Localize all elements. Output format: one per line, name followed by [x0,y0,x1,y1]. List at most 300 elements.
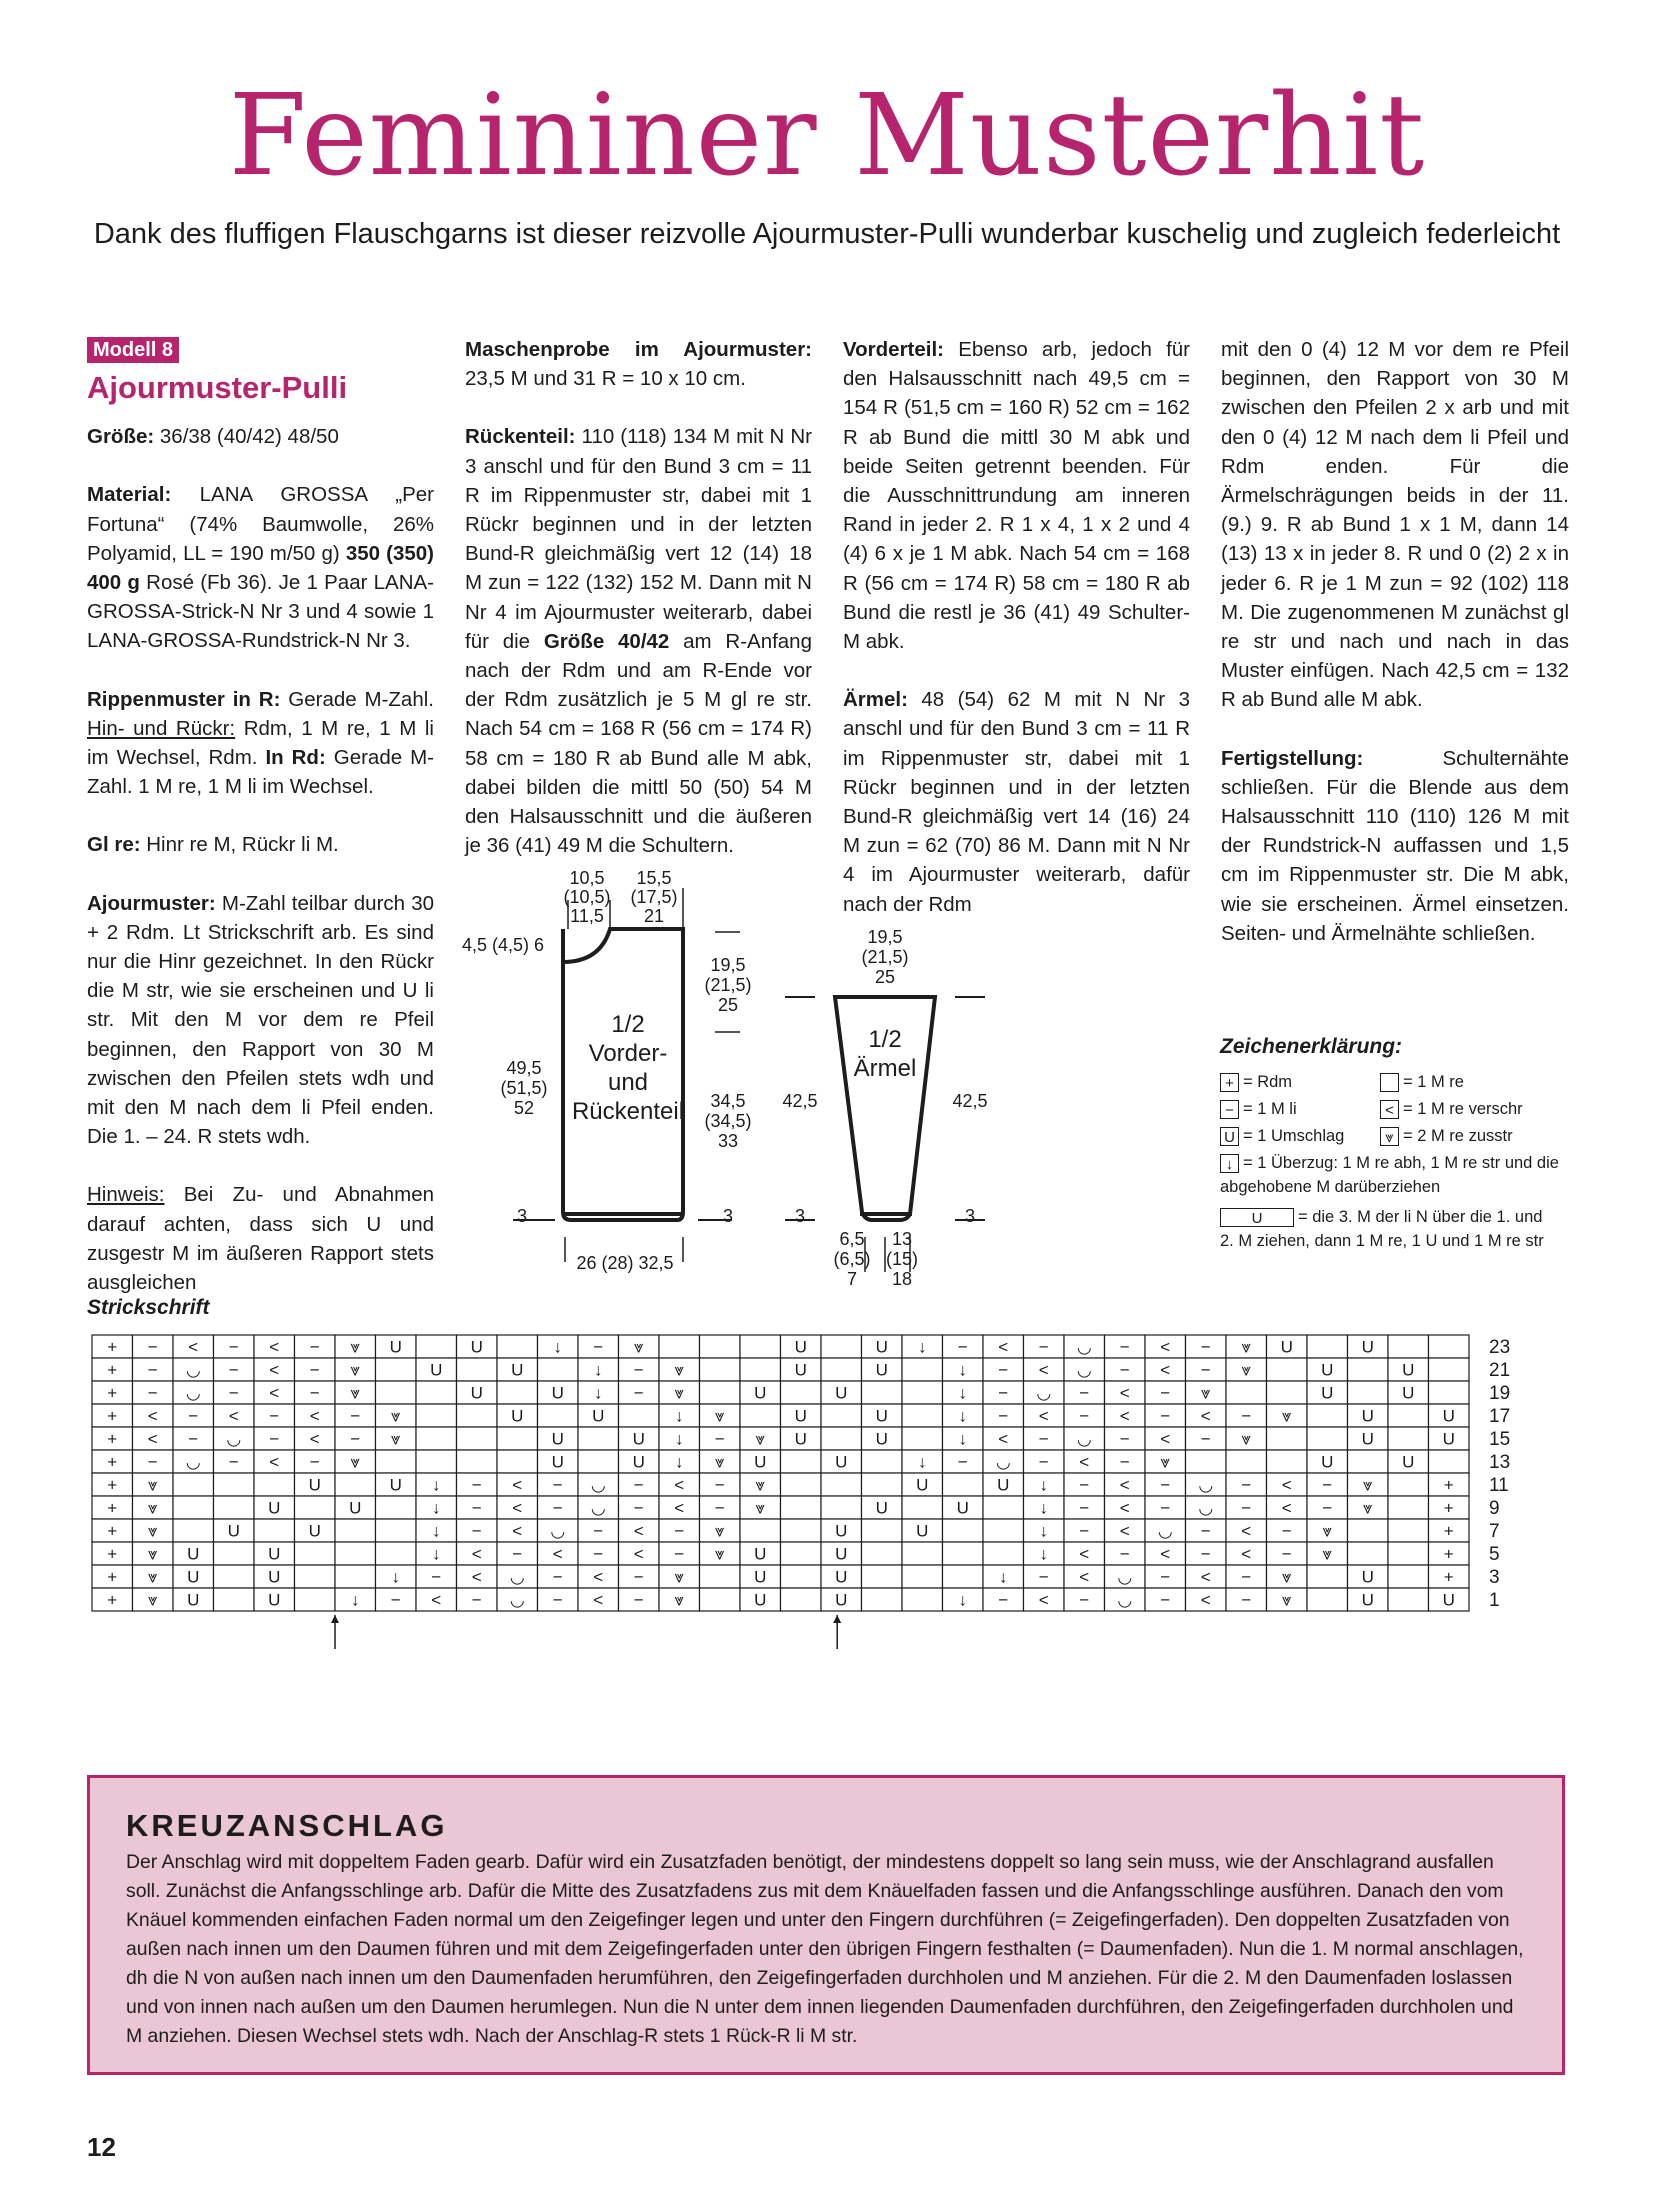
chart-row-label: 11 [1489,1475,1509,1496]
chart-cell [1267,1450,1308,1473]
sleeve-rib-left: 3 [794,1206,806,1226]
chart-symbol: + [1443,1567,1454,1587]
chart-symbol: − [512,1544,523,1564]
chart-symbol: < [309,1406,320,1426]
chart-title: Strickschrift [87,1296,210,1319]
chart-cell [1388,1427,1429,1450]
chart-symbol: < [1038,1360,1049,1380]
chart-symbol: U [187,1590,200,1610]
chart-symbol: ⩔ [755,1498,766,1518]
info-box-text: Der Anschlag wird mit doppeltem Faden gearb. Dafür wird ein Zusatzfaden benötigt, der mindestens doppelt so lang sein muss, wie der Anschlagrand ausfallen soll. Zunächst die Anfangsschlinge arb. Dafür die Mitte des Zusatzfadens zus mit dem Knäuelfaden fassen und die Anfangsschlinge ausführen. Danach den vom Knäuel kommenden einfachen Faden normal um den Zeigefinger legen und unter den Fingern durchführen (= Zeigefingerfaden). Den doppelten Zusatzfaden von außen nach innen um den Daumen führen und mit dem Zeigefingerfaden unter den übrigen Fingern festhalten (= Daumenfaden). Nun die 1. M normal anschlagen, dh die N von außen nach innen um den Daumenfaden herumführen, den Zeigefingerfaden durchholen und M anziehen. Für die 2. M den Daumenfaden loslassen und von innen nach außen um den Daumen herumlegen. Nun die N unter dem innen liegenden Daumenfaden durchführen, den Zeigefingerfaden durchholen und M anziehen. Diesen Wechsel stets wdh. Nach der Anschlag-R stets 1 Rück-R li M str. [126,1851,1524,2047]
chart-cell [457,1427,498,1450]
chart-row-label: 19 [1489,1383,1511,1404]
chart-symbol: − [1119,1360,1130,1380]
chart-cell [659,1335,700,1358]
rib-text-2: Rdm, 1 M re, 1 M li im Wechsel, Rdm. [87,716,434,770]
front-height-2: (51,5) [500,1078,548,1098]
chart-symbol: < [1241,1544,1252,1564]
chart-symbol: U [551,1383,564,1403]
chart-symbol: − [1160,1383,1171,1403]
chart-symbol: ↓ [918,1452,927,1472]
legend-item: − = 1 M li [1220,1097,1297,1121]
chart-symbol: − [1079,1383,1090,1403]
chart-symbol: − [998,1360,1009,1380]
chart-symbol: < [1160,1360,1171,1380]
chart-cell [1388,1496,1429,1519]
ajour-paragraph [87,889,434,1152]
chart-symbol: < [269,1337,280,1357]
chart-cell [214,1565,255,1588]
chart-cell [862,1565,903,1588]
chart-symbol: − [471,1475,482,1495]
chart-symbol: U [754,1590,767,1610]
chart-cell [376,1496,417,1519]
rib-right: 3 [722,1206,734,1226]
chart-cell [983,1542,1024,1565]
chart-cell [497,1335,538,1358]
body-label-2: Vorder- [588,1040,668,1067]
legend-item: + = Rdm [1220,1070,1292,1094]
chart-symbol: ⩔ [390,1406,401,1426]
chart-symbol: U [511,1406,524,1426]
rib-paragraph [87,685,434,802]
sleeve-text: 48 (54) 62 M mit N Nr 3 anschl und für den Bund 3 cm = 11 R im Rippenmuster str, dabei mit 1 Rückr beginnen und in der letzten Bund-R gleichmäßig vert 14 (16) 24 M zun = 62 (70) 86 M. Dann mit N Nr 4 im Ajourmuster weiterarb, dafür nach der Rdm [843,688,1190,916]
info-box [87,1775,1565,2075]
chart-symbol: U [794,1337,807,1357]
chart-cell [1307,1565,1348,1588]
chart-symbol: ⩔ [674,1567,685,1587]
chart-symbol: < [998,1429,1009,1449]
chart-symbol: − [552,1590,563,1610]
chart-symbol: − [1119,1429,1130,1449]
chart-symbol: ◡ [1198,1475,1214,1495]
chart-cell [1267,1427,1308,1450]
chart-symbol: ◡ [1036,1383,1052,1403]
chart-symbol: + [107,1406,118,1426]
chart-symbol: − [431,1567,442,1587]
chart-cell [902,1427,943,1450]
legend-item: ⩔ = 2 M re zusstr [1380,1124,1513,1148]
front-text: Ebenso arb, jedoch für den Halsausschnitt nach 49,5 cm = 154 R (51,5 cm = 160 R) 52 cm = 162 R ab Bund die mittl 30 M abk und beide Seiten getrennt beenden. Für die Ausschnittrundung am inneren Rand in jeder 2. R 1 x 4, 1 x 2 und 4 (4) 6 x je 1 M abk. Nach 54 cm = 168 R (56 cm = 174 R) 58 cm = 180 R ab Bund die restl je 36 (41) 49 Schulter-M abk. [843,338,1190,654]
chart-symbol: U [875,1429,888,1449]
page-subtitle: Dank des fluffigen Flauschgarns ist dieser reizvolle Ajourmuster-Pulli wunderbar kuschelig und zugleich federleicht [93,218,1561,250]
material-text: LANA GROSSA „Per Fortuna“ (74% Baumwolle, 26% Polyamid, LL = 190 m/50 g) [87,483,434,565]
chart-symbol: U [1442,1429,1455,1449]
chart-symbol: ⩔ [755,1475,766,1495]
chart-symbol: − [147,1337,158,1357]
chart-cell [781,1542,822,1565]
chart-row-label: 3 [1489,1567,1500,1588]
symbol-yarnover-icon: U [1220,1127,1239,1146]
chart-cell [1388,1335,1429,1358]
chart-symbol: U [835,1590,848,1610]
chart-cell [902,1404,943,1427]
chart-symbol: U [754,1544,767,1564]
chart-symbol: U [956,1498,969,1518]
chart-symbol: < [269,1452,280,1472]
chart-cell [1429,1450,1470,1473]
chart-symbol: − [1281,1521,1292,1541]
chart-symbol: − [350,1406,361,1426]
chart-symbol: − [269,1406,280,1426]
chart-symbol: − [552,1475,563,1495]
chart-cell [1348,1519,1389,1542]
chart-symbol: < [269,1383,280,1403]
chart-symbol: < [1160,1544,1171,1564]
chart-symbol: − [1160,1567,1171,1587]
chart-cell [214,1496,255,1519]
chart-cell [902,1542,943,1565]
hint-text: Bei Zu- und Abnahmen darauf achten, dass sich U und zusgestr M im äußeren Rapport stets ausgleichen [87,1183,434,1295]
chart-symbol: − [1119,1452,1130,1472]
chart-symbol: U [308,1475,321,1495]
schematic-diagram [460,862,1195,1300]
chart-symbol: − [1241,1498,1252,1518]
chart-symbol: − [957,1452,968,1472]
legend-title: Zeichenerklärung: [1220,1035,1403,1058]
material-label: Material: [87,483,172,507]
chart-symbol: U [227,1521,240,1541]
chart-symbol: ↓ [958,1360,967,1380]
rib-text: Gerade M-Zahl. [280,687,434,711]
chart-symbol: ↓ [1039,1544,1048,1564]
page-number: 12 [87,2132,116,2162]
chart-symbol: ◡ [509,1567,525,1587]
repeat-arrow-head [331,1615,339,1623]
symbol-purl-icon: − [1220,1100,1239,1119]
chart-symbol: ↓ [958,1383,967,1403]
rib-underline: Hin- und Rückr: [87,716,236,740]
chart-cell [335,1565,376,1588]
chart-symbol: U [1321,1360,1334,1380]
chart-cell [295,1542,336,1565]
chart-symbol: U [835,1544,848,1564]
chart-cell [416,1404,457,1427]
finish-paragraph [1221,744,1569,948]
column-4 [1221,335,1569,977]
chart-cell [781,1519,822,1542]
chart-symbol: ⩔ [350,1360,361,1380]
symbol-twisted-icon: < [1380,1100,1399,1119]
chart-symbol: U [308,1521,321,1541]
chart-symbol: U [1402,1383,1415,1403]
chart-symbol: ⩔ [1241,1429,1252,1449]
chart-symbol: ⩔ [1281,1567,1292,1587]
chart-symbol: ⩔ [147,1544,158,1564]
chart-cell [376,1542,417,1565]
chart-symbol: ↓ [432,1544,441,1564]
chart-cell [902,1358,943,1381]
chart-cell [740,1404,781,1427]
chart-symbol: − [228,1452,239,1472]
chart-symbol: U [551,1429,564,1449]
sleeve-length-left: 42,5 [782,1091,818,1111]
chart-cell [173,1496,214,1519]
chart-symbol: U [470,1383,483,1403]
chart-symbol: − [633,1360,644,1380]
chart-symbol: − [188,1429,199,1449]
chart-symbol: − [1038,1567,1049,1587]
chart-cell [457,1358,498,1381]
chart-symbol: U [430,1360,443,1380]
chart-symbol: ⩔ [1241,1337,1252,1357]
page-title: Femininer Musterhit [228,71,1426,201]
material-amount: 350 (350) 400 g [87,541,435,595]
rib-left: 3 [516,1206,528,1226]
finish-label: Fertigstellung: [1221,746,1364,770]
chart-symbol: − [309,1452,320,1472]
chart-symbol: < [1119,1498,1130,1518]
chart-cell [416,1335,457,1358]
chart-symbol: ↓ [675,1452,684,1472]
neck-b-1: 15,5 [636,868,672,888]
chart-symbol: − [1079,1406,1090,1426]
chart-symbol: + [107,1383,118,1403]
chart-symbol: U [187,1544,200,1564]
chart-cell [700,1335,741,1358]
chart-cell [862,1381,903,1404]
chart-symbol: − [998,1590,1009,1610]
chart-symbol: − [228,1337,239,1357]
gauge-text: 23,5 M und 31 R = 10 x 10 cm. [465,367,746,391]
size-label: Größe: [87,425,155,449]
chart-symbol: < [188,1337,199,1357]
chart-symbol: + [107,1498,118,1518]
chart-symbol: ↓ [553,1337,562,1357]
chart-symbol: − [1038,1452,1049,1472]
chart-symbol: − [309,1337,320,1357]
chart-symbol: ◡ [185,1360,201,1380]
chart-symbol: U [1321,1383,1334,1403]
body-label-1: 1/2 [611,1011,645,1038]
symbol-k2tog-icon: ⩔ [1380,1127,1399,1146]
legend-item: U = 1 Umschlag [1220,1124,1344,1148]
legend-item: ↓ = 1 Überzug: 1 M re abh, 1 M re str und die abgehobene M darüberziehen [1220,1154,1559,1196]
chart-cell [862,1542,903,1565]
chart-cell [781,1450,822,1473]
chart-cell [214,1542,255,1565]
chart-symbol: − [1200,1337,1211,1357]
chart-cell [376,1381,417,1404]
chart-symbol: − [309,1383,320,1403]
chart-symbol: − [188,1406,199,1426]
chart-cell [740,1358,781,1381]
sleeve-rib-right: 3 [964,1206,976,1226]
chart-symbol: + [107,1337,118,1357]
chart-symbol: U [754,1383,767,1403]
chart-symbol: U [592,1406,605,1426]
chart-symbol: < [593,1590,604,1610]
chart-symbol: < [512,1475,523,1495]
chart-cell [1429,1381,1470,1404]
chart-cell [862,1519,903,1542]
chart-symbol: + [107,1360,118,1380]
chart-cell [700,1588,741,1611]
chart-symbol: < [269,1360,280,1380]
chart-symbol: U [632,1429,645,1449]
chart-symbol: ⩔ [674,1360,685,1380]
side-2: (34,5) [704,1111,752,1131]
chart-symbol: − [471,1590,482,1610]
chart-symbol: < [471,1567,482,1587]
model-tag: Modell 8 [87,337,179,363]
chart-symbol: U [875,1406,888,1426]
chart-symbol: U [754,1567,767,1587]
chart-cell [821,1335,862,1358]
neck-a-3: 11,5 [570,906,604,926]
chart-symbol: < [1079,1544,1090,1564]
chart-symbol: ⩔ [674,1383,685,1403]
front-paragraph [843,335,1190,656]
info-box-title: KREUZANSCHLAG [126,1808,448,1843]
chart-symbol: − [147,1360,158,1380]
chart-symbol: ↓ [1039,1498,1048,1518]
chart-cell [1429,1358,1470,1381]
chart-row-label: 1 [1489,1590,1500,1611]
chart-symbol: − [552,1498,563,1518]
chart-symbol: ⩔ [390,1429,401,1449]
chart-symbol: − [674,1544,685,1564]
chart-symbol: < [1200,1567,1211,1587]
chart-cell [821,1358,862,1381]
chart-row-label: 21 [1489,1360,1511,1381]
chart-symbol: U [389,1475,402,1495]
glre-label: Gl re: [87,833,141,857]
chart-symbol: − [1079,1475,1090,1495]
ajour-label: Ajourmuster: [87,891,216,915]
chart-symbol: − [593,1337,604,1357]
chart-symbol: < [1281,1498,1292,1518]
chart-cell [1429,1335,1470,1358]
chart-symbol: ↓ [958,1590,967,1610]
chart-symbol: − [147,1452,158,1472]
chart-symbol: ↓ [958,1406,967,1426]
chart-symbol: < [593,1567,604,1587]
sleeve-top-2: (21,5) [861,947,909,967]
chart-symbol: U [268,1498,281,1518]
chart-symbol: < [512,1521,523,1541]
chart-symbol: U [551,1452,564,1472]
sleeve-top-1: 19,5 [867,927,903,947]
chart-symbol: ⩔ [1200,1383,1211,1403]
chart-cell [1307,1404,1348,1427]
sleeve-length-right: 42,5 [952,1091,988,1111]
back-text-2: am R-Anfang nach der Rdm und am R-Ende vor der Rdm zusätzlich je 5 M gl re str. Nach 54 cm = 168 R (56 cm = 174 R) 58 cm = 180 R ab Bund alle M abk, dabei bilden die mittl 50 (50) 54 M den Halsausschnitt und die äußeren je 36 (41) 49 M die Schultern. [465,629,812,858]
chart-symbol: < [633,1544,644,1564]
chart-symbol: ◡ [1076,1429,1092,1449]
chart-symbol: U [916,1521,929,1541]
symbol-knit-icon [1380,1073,1399,1092]
glre-paragraph [87,830,434,859]
chart-symbol: + [1443,1521,1454,1541]
chart-symbol: < [1160,1429,1171,1449]
glre-text: Hinr re M, Rückr li M. [140,833,339,857]
chart-symbol: ⩔ [674,1590,685,1610]
chart-symbol: − [228,1360,239,1380]
chart-symbol: U [875,1360,888,1380]
chart-symbol: − [1200,1360,1211,1380]
chart-symbol: ◡ [1076,1337,1092,1357]
chart-cell [862,1450,903,1473]
back-size: Größe 40/42 [543,629,670,653]
chart-cell [538,1358,579,1381]
chart-symbol: ⩔ [350,1383,361,1403]
chart-cell [862,1588,903,1611]
chart-symbol: ◡ [1157,1521,1173,1541]
chart-symbol: ↓ [918,1337,927,1357]
chart-symbol: ◡ [590,1475,606,1495]
chart-cell [173,1473,214,1496]
neck-depth: 4,5 (4,5) 6 [462,935,545,955]
chart-symbol: ↓ [351,1590,360,1610]
armhole-2: (21,5) [704,975,752,995]
chart-cell [538,1404,579,1427]
sleeve-cuff-b-2: (15) [885,1249,919,1269]
chart-symbol: − [998,1383,1009,1403]
chart-cell [1388,1588,1429,1611]
sleeve-label: Ärmel: [843,688,908,712]
chart-symbol: U [875,1498,888,1518]
chart-cell [1348,1381,1389,1404]
chart-cell [983,1496,1024,1519]
chart-symbol: < [633,1521,644,1541]
chart-symbol: U [794,1406,807,1426]
chart-cell [902,1381,943,1404]
chart-row-label: 7 [1489,1521,1500,1542]
chart-symbol: − [1079,1498,1090,1518]
chart-symbol: < [552,1544,563,1564]
rib-rd-label: In Rd: [265,746,326,770]
chart-symbol: ↓ [1039,1475,1048,1495]
chart-cell [1388,1473,1429,1496]
chart-symbol: ⩔ [714,1452,725,1472]
chart-symbol: − [633,1475,644,1495]
chart-symbol: U [389,1337,402,1357]
knitting-chart [87,1330,1587,1670]
chart-cell [983,1519,1024,1542]
chart-symbol: U [1402,1360,1415,1380]
chart-symbol: + [1443,1498,1454,1518]
chart-symbol: − [1038,1429,1049,1449]
chart-symbol: ◡ [550,1521,566,1541]
chart-cell [578,1450,619,1473]
symbol-legend [1220,1035,1580,1250]
chart-cell [335,1519,376,1542]
chart-symbol: U [835,1567,848,1587]
chart-symbol: + [107,1429,118,1449]
chart-symbol: ↓ [999,1567,1008,1587]
chart-symbol: < [1038,1406,1049,1426]
chart-symbol: ⩔ [147,1590,158,1610]
size-text: 36/38 (40/42) 48/50 [154,425,339,449]
chart-cell [335,1473,376,1496]
chart-symbol: < [1079,1452,1090,1472]
chart-symbol: ◡ [590,1498,606,1518]
symbol-pass-over-icon: U [1220,1208,1294,1227]
chart-cell [416,1381,457,1404]
chart-symbol: < [1038,1590,1049,1610]
chart-symbol: ⩔ [1322,1544,1333,1564]
chart-cell [295,1588,336,1611]
chart-symbol: U [794,1360,807,1380]
chart-symbol: − [552,1567,563,1587]
chart-symbol: − [633,1498,644,1518]
chart-row-label: 23 [1489,1337,1511,1358]
chart-symbol: < [1200,1590,1211,1610]
chart-symbol: < [674,1498,685,1518]
chart-symbol: ◡ [995,1452,1011,1472]
chart-cell [821,1404,862,1427]
